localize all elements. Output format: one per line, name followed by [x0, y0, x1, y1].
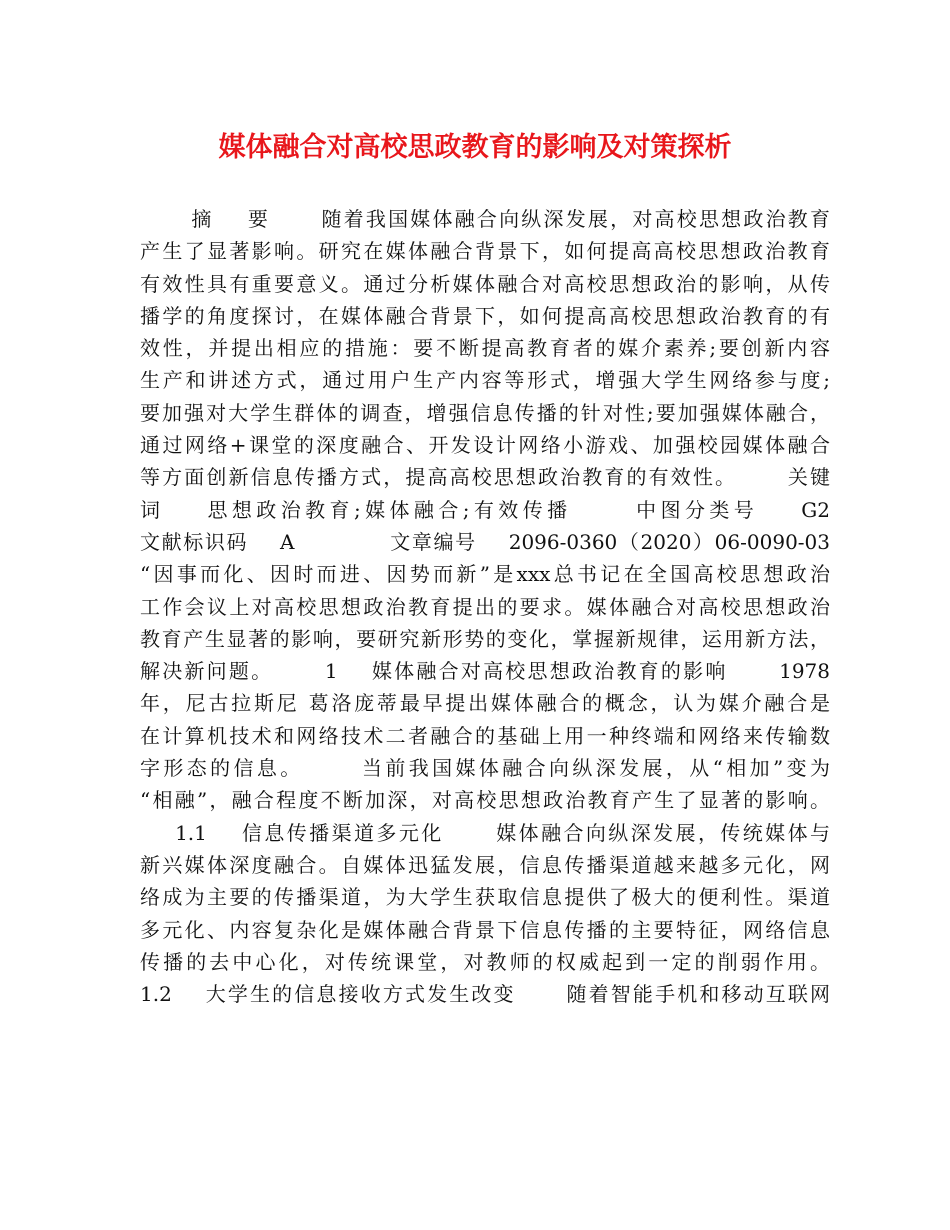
body-line: 词 思想政治教育;媒体融合;有效传播 中图分类号 G2 — [140, 497, 830, 522]
body-line: 生产和讲述方式，通过用户生产内容等形式，增强大学生网络参与度; — [140, 368, 830, 393]
body-line: 在计算机技术和网络技术二者融合的基础上用一种终端和网络来传输数 — [140, 723, 830, 748]
document-body — [140, 203, 830, 1010]
body-line: 文献标识码 A 文章编号 2096-0360（2020）06-0090-03 — [140, 529, 830, 554]
body-line: 络成为主要的传播渠道，为大学生获取信息提供了极大的便利性。渠道 — [140, 885, 830, 910]
body-line: 摘 要 随着我国媒体融合向纵深发展，对高校思想政治教育 — [140, 207, 830, 231]
body-line: 1.2 大学生的信息接收方式发生改变 随着智能手机和移动互联网 — [140, 982, 830, 1007]
body-line: 等方面创新信息传播方式，提高高校思想政治教育的有效性。 关键 — [140, 465, 830, 490]
body-line: 解决新问题。 1 媒体融合对高校思想政治教育的影响 1978 — [140, 659, 830, 684]
body-line: 年，尼古拉斯尼 葛洛庞蒂最早提出媒体融合的概念，认为媒介融合是 — [140, 691, 830, 716]
body-line: 字形态的信息。 当前我国媒体融合向纵深发展，从“相加”变为 — [140, 756, 830, 781]
body-line: 教育产生显著的影响，要研究新形势的变化，掌握新规律，运用新方法， — [140, 626, 830, 651]
body-line: 播学的角度探讨，在媒体融合背景下，如何提高高校思想政治教育的有 — [140, 303, 830, 328]
body-line: 1.1 信息传播渠道多元化 媒体融合向纵深发展，传统媒体与 — [140, 820, 830, 845]
body-line: “因事而化、因时而进、因势而新”是xxx总书记在全国高校思想政治 — [140, 562, 830, 587]
body-line: 多元化、内容复杂化是媒体融合背景下信息传播的主要特征，网络信息 — [140, 917, 830, 942]
body-line: 要加强对大学生群体的调查，增强信息传播的针对性;要加强媒体融合， — [140, 400, 830, 425]
body-line: 效性，并提出相应的措施：要不断提高教育者的媒介素养;要创新内容 — [140, 336, 830, 361]
body-line: 工作会议上对高校思想政治教育提出的要求。媒体融合对高校思想政治 — [140, 594, 830, 619]
body-line: 产生了显著影响。研究在媒体融合背景下，如何提高高校思想政治教育 — [140, 239, 830, 264]
document-title: 媒体融合对高校思政教育的影响及对策探析 — [218, 132, 732, 163]
body-line: “相融”，融合程度不断加深，对高校思想政治教育产生了显著的影响。 — [140, 788, 830, 813]
body-line: 通过网络+课堂的深度融合、开发设计网络小游戏、加强校园媒体融合 — [140, 433, 830, 458]
body-line: 有效性具有重要意义。通过分析媒体融合对高校思想政治的影响，从传 — [140, 271, 830, 296]
body-line: 传播的去中心化，对传统课堂，对教师的权威起到一定的削弱作用。 — [140, 949, 830, 974]
body-line: 新兴媒体深度融合。自媒体迅猛发展，信息传播渠道越来越多元化，网 — [140, 852, 830, 877]
